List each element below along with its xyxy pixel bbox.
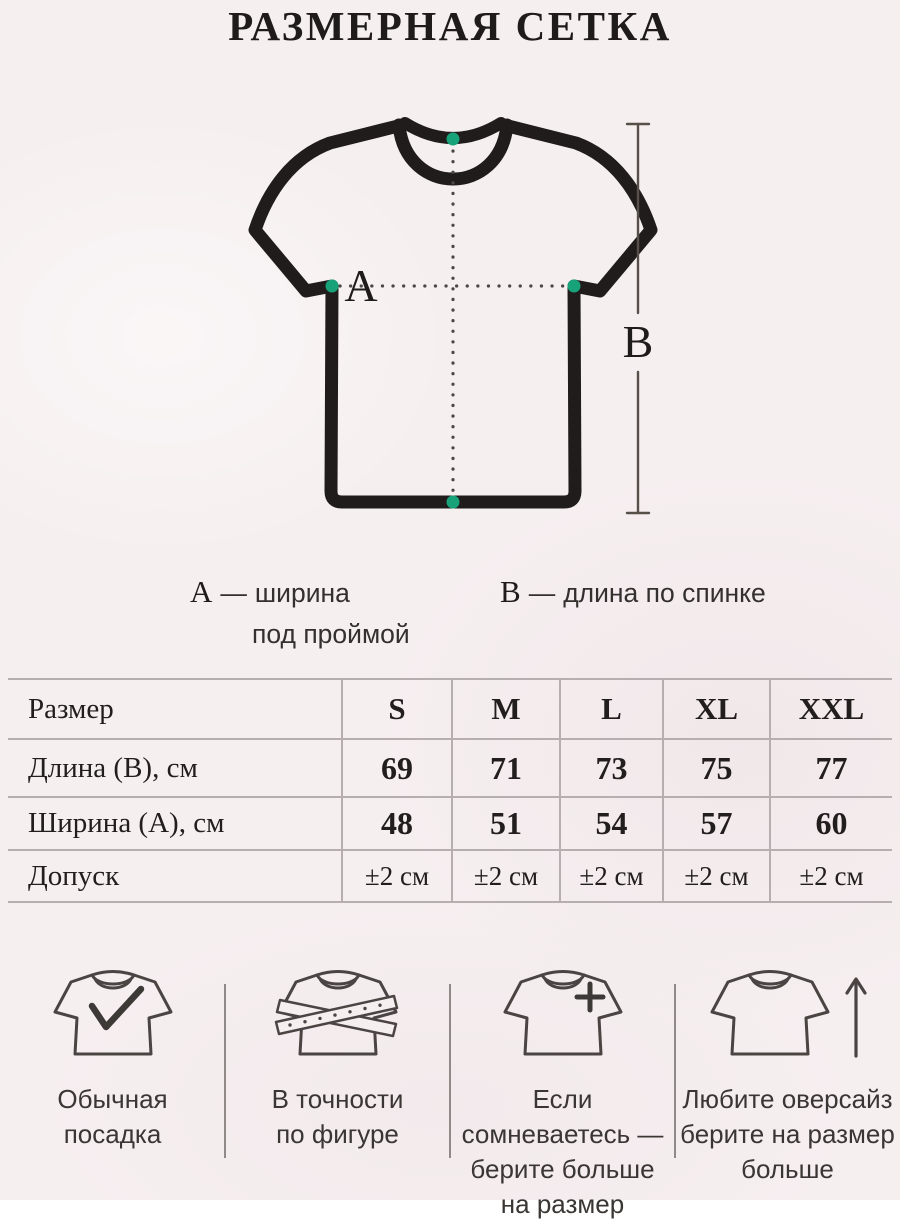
legend-letter-a: А bbox=[190, 574, 213, 609]
fit-guide-item-oversize bbox=[675, 966, 900, 1222]
tshirt-checkmark-icon bbox=[47, 966, 179, 1066]
row-label: Длина (В), см bbox=[28, 751, 198, 784]
hem-anchor-dot bbox=[447, 496, 460, 509]
size-column-header: XL bbox=[663, 679, 770, 739]
page-title: РАЗМЕРНАЯ СЕТКА bbox=[228, 3, 672, 49]
caption-line: берите больше bbox=[470, 1154, 655, 1184]
table-row-length bbox=[8, 739, 892, 797]
left-armpit-anchor-dot bbox=[326, 280, 339, 293]
fit-guide-caption bbox=[450, 1082, 675, 1222]
table-row-width bbox=[8, 797, 892, 850]
caption-line: В точности bbox=[271, 1084, 404, 1114]
length-value: 77 bbox=[770, 739, 892, 797]
fit-guide bbox=[0, 966, 900, 1222]
fit-guide-item-exact bbox=[225, 966, 450, 1222]
row-label: Допуск bbox=[28, 859, 120, 892]
caption-line: Любите оверсайз bbox=[682, 1084, 893, 1114]
fit-guide-caption bbox=[680, 1082, 895, 1187]
tolerance-value: ±2 см bbox=[770, 850, 892, 902]
length-label-b: В bbox=[622, 316, 654, 367]
table-row-tolerance bbox=[8, 850, 892, 902]
size-column-header: XXL bbox=[770, 679, 892, 739]
tshirt-measurement-diagram bbox=[230, 95, 680, 540]
length-value: 69 bbox=[342, 739, 452, 797]
size-column-header: M bbox=[452, 679, 560, 739]
caption-line: посадка bbox=[63, 1119, 162, 1149]
width-value: 51 bbox=[452, 797, 560, 850]
caption-line: берите на размер bbox=[680, 1119, 895, 1149]
fit-guide-caption bbox=[57, 1082, 167, 1152]
caption-line: по фигуре bbox=[276, 1119, 399, 1149]
tolerance-value: ±2 см bbox=[342, 850, 452, 902]
size-table bbox=[8, 678, 892, 903]
legend-width bbox=[190, 574, 410, 650]
table-header-row bbox=[8, 679, 892, 739]
fit-guide-item-regular bbox=[0, 966, 225, 1222]
length-value: 75 bbox=[663, 739, 770, 797]
tshirt-plus-icon bbox=[497, 966, 629, 1066]
tolerance-value: ±2 см bbox=[560, 850, 663, 902]
vertical-divider bbox=[674, 984, 676, 1158]
width-value: 48 bbox=[342, 797, 452, 850]
size-column-header: S bbox=[342, 679, 452, 739]
vertical-divider bbox=[224, 984, 226, 1158]
arrow-up-icon bbox=[847, 979, 865, 1056]
caption-line: Если сомневаетесь — bbox=[461, 1084, 664, 1149]
legend-dash: — bbox=[528, 578, 556, 608]
neck-anchor-dot bbox=[447, 133, 460, 146]
legend-width-text: ширина bbox=[254, 578, 350, 608]
caption-line: Обычная bbox=[57, 1084, 168, 1114]
tolerance-value: ±2 см bbox=[452, 850, 560, 902]
tolerance-value: ±2 см bbox=[663, 850, 770, 902]
length-value: 73 bbox=[560, 739, 663, 797]
table-header-label: Размер bbox=[28, 692, 114, 725]
width-value: 54 bbox=[560, 797, 663, 850]
right-armpit-anchor-dot bbox=[568, 280, 581, 293]
legend-length bbox=[500, 574, 766, 610]
fit-guide-item-size-up bbox=[450, 966, 675, 1222]
length-value: 71 bbox=[452, 739, 560, 797]
fit-guide-caption bbox=[272, 1082, 404, 1152]
tshirt-measuring-tape-icon bbox=[272, 966, 404, 1066]
size-column-header: L bbox=[560, 679, 663, 739]
caption-line: больше bbox=[741, 1154, 834, 1184]
legend-width-line2: под проймой bbox=[252, 619, 410, 649]
width-label-a: А bbox=[344, 260, 378, 311]
legend-length-text: длина по спинке bbox=[563, 578, 766, 608]
row-label: Ширина (А), см bbox=[28, 807, 225, 839]
width-value: 60 bbox=[770, 797, 892, 850]
legend-dash: — bbox=[220, 578, 247, 608]
legend-letter-b: В bbox=[500, 574, 521, 609]
vertical-divider bbox=[449, 984, 451, 1158]
width-value: 57 bbox=[663, 797, 770, 850]
legend-width-line1 bbox=[190, 574, 410, 610]
tshirt-oversize-arrow-icon bbox=[704, 966, 872, 1066]
caption-line: на размер bbox=[500, 1189, 625, 1219]
